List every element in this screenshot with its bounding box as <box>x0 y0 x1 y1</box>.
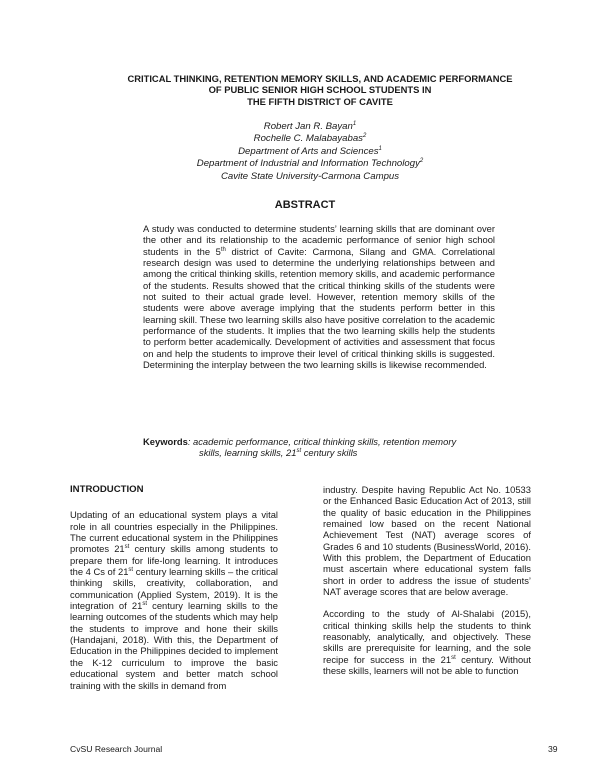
footer-page-number: 39 <box>548 744 558 754</box>
intro-p2-sup: st <box>451 654 456 661</box>
keywords-values-1: : academic performance, critical thinking skills, retention memory <box>187 436 457 447</box>
author-2-sup: 2 <box>362 133 367 140</box>
author-block <box>150 121 470 183</box>
introduction-heading: INTRODUCTION <box>70 484 144 495</box>
intro-p1-sup2: st <box>128 566 134 573</box>
intro-p1-d: century learning skills to the learning outcomes of the students which may help the students to improve and hone their skills (Handajani, 2018). With this, the Department of Education in the Philippines decided to implement the K-12 curriculum to improve the basic educational system and better match school training with the skills in demand from <box>70 600 278 691</box>
keywords-values-2b: century skills <box>301 447 358 459</box>
affiliation-1-sup: 1 <box>378 145 382 152</box>
intro-p1-b: century skills among students to prepare them for life-long learning. It introduces the 4 Cs of 21 <box>70 543 278 578</box>
affiliation-2-sup: 2 <box>419 158 424 165</box>
author-1 <box>150 121 470 133</box>
title-line-2: OF PUBLIC SENIOR HIGH SCHOOL STUDENTS IN <box>208 84 432 96</box>
title-line-1: CRITICAL THINKING, RETENTION MEMORY SKILLS, AND ACADEMIC PERFORMANCE <box>127 73 513 84</box>
author-1-sup: 1 <box>352 120 357 127</box>
intro-p2-b: century. Without these skills, learners will not be able to function <box>323 653 531 677</box>
right-column <box>323 484 531 677</box>
affiliation-2 <box>150 158 470 170</box>
abstract-sup: th <box>220 246 226 253</box>
author-2 <box>150 133 470 145</box>
paper-title <box>60 73 580 107</box>
keywords <box>143 436 503 459</box>
left-column <box>70 484 278 691</box>
abstract-heading: ABSTRACT <box>274 199 336 211</box>
intro-paragraph-1 <box>70 509 278 691</box>
keywords-values-2a: skills, learning skills, 21 <box>199 447 297 459</box>
author-2-name: Rochelle C. Malabayabas <box>253 133 363 145</box>
keywords-sup: st <box>296 448 302 455</box>
abstract-text-b: district of Cavite: Carmona, Silang and GMA. Correlational research design was used to determine the underlying relationships between and among the critical thinking skills, retention memory skills, and academic performance of the students. Results showed that the critical thinking skills of the students were not suited to their actual grade level. However, retention memory skills of the students were above average implying that the students perform better in this learning skill. These two learning skills also have positive correlation to the academic performance of the students. It implies that the two learning skills help the students to perform better academically. Development of activities and assessment that focus on and help the students to improve their level of critical thinking skills is suggested. Determining the interplay between the two learning skills is likewise recommended. <box>143 245 495 371</box>
author-1-name: Robert Jan R. Bayan <box>263 121 353 132</box>
keywords-label: Keywords <box>143 436 188 447</box>
intro-p1-sup3: st <box>142 600 147 607</box>
intro-p1-c: century learning skills – the critical thinking skills, creativity, collaboration, and communication (Applied System, 2019). It is the integration of 21 <box>70 566 279 612</box>
institution: Cavite State University-Carmona Campus <box>220 170 400 182</box>
intro-p2-a: According to the study of Al-Shalabi (2015), critical thinking skills help the students to think reasonably, analytically, and objectively. These skills are prerequisite for learning, and the sole recipe for success in the 21 <box>323 608 531 665</box>
keywords-line-1 <box>143 436 503 447</box>
title-line-3: THE FIFTH DISTRICT OF CAVITE <box>247 95 393 107</box>
affiliation-2-text: Department of Industrial and Information Technology <box>196 158 420 170</box>
footer-journal-name: CvSU Research Journal <box>70 744 163 754</box>
abstract-text-a: A study was conducted to determine students’ learning skills that are dominant over the other and its relationship to the academic performance of senior high school students in the 5 <box>143 223 495 257</box>
intro-p1-sup1: st <box>124 544 130 551</box>
affiliation-1 <box>150 146 470 158</box>
intro-p1-a: Updating of an educational system plays a vital role in all countries especially in the Philippines. The current educational system in the Philippines promotes 21 <box>70 509 278 555</box>
affiliation-1-text: Department of Arts and Sciences <box>238 145 379 157</box>
abstract-body <box>143 223 495 370</box>
intro-paragraph-2 <box>323 608 531 676</box>
keywords-line-2 <box>143 447 503 458</box>
intro-paragraph-1-continued: industry. Despite having Republic Act No. 10533 or the Enhanced Basic Education Act of 2013, still the quality of basic education in the Philippines remained low based on the recent National Achievement Test (NAT) average scores of Grades 6 and 10 students (BusinessWorld, 2016). With this problem, the Department of Education must ascertain where educational system falls short in order to address the issue of students’ NAT average scores that are below average. <box>323 484 531 598</box>
